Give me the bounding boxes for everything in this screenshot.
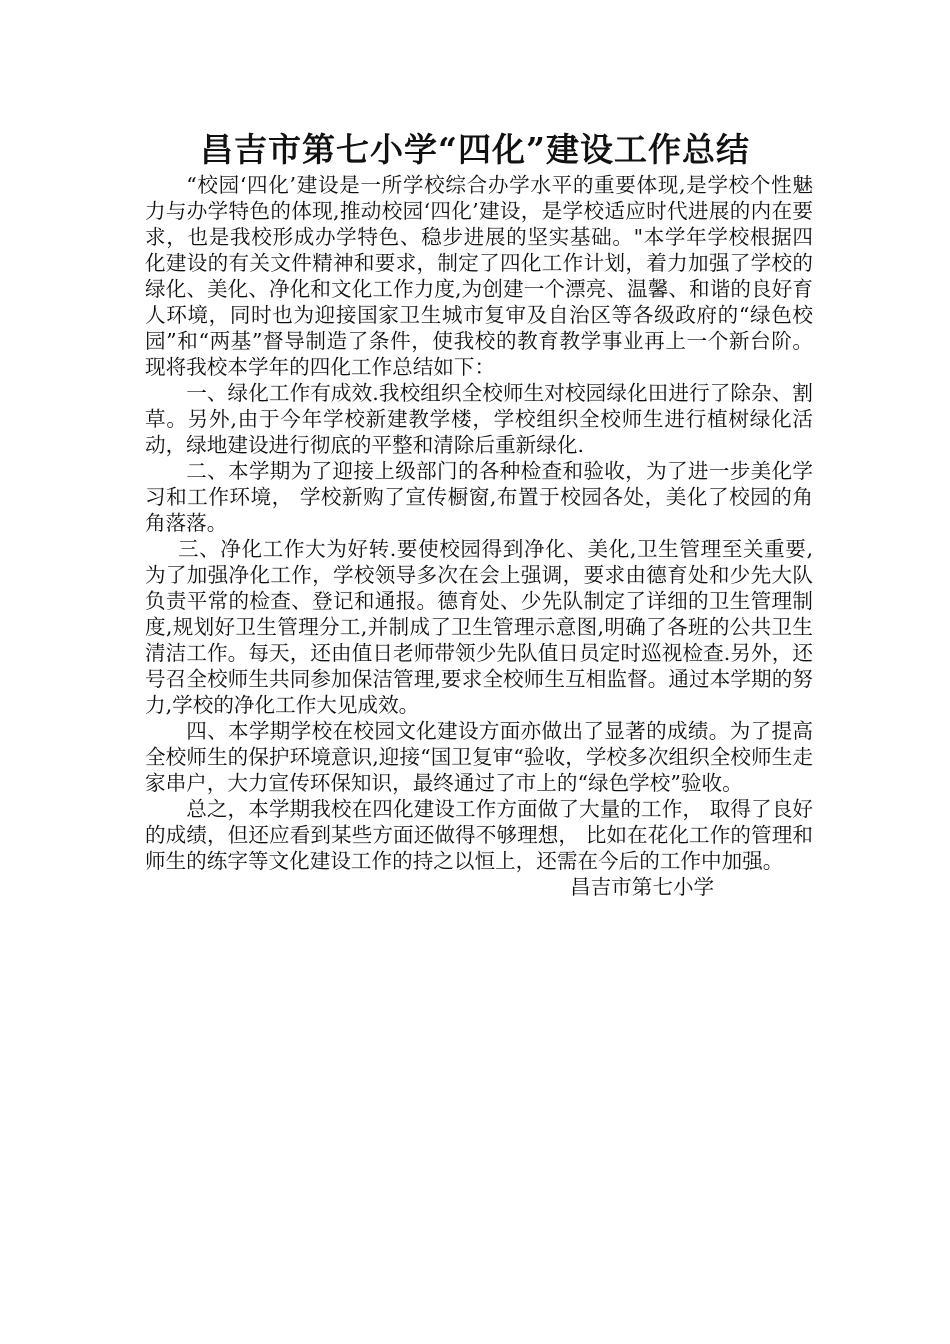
paragraph-beautification: 二、本学期为了迎接上级部门的各种检查和验收，为了进一步美化学习和工作环境， 学校新购了宣传橱窗,布置于校园各处，美化了校园的角角落落。 xyxy=(145,459,813,535)
paragraph-intro: “校园‘四化’建设是一所学校综合办学水平的重要体现,是学校个性魅力与办学特色的体现,推动校园‘四化’建设，是学校适应时代进展的内在要求，也是我校形成办学特色、稳步进展的坚实基础。"本学年学校根据四化建设的有关文件精神和要求，制定了四化工作计划，着力加强了学校的绿化、美化、净化和文化工作力度,为创建一个漂亮、温馨、和谐的良好育人环境，同时也为迎接国家卫生城市复审及自治区等各级政府的“绿色校园”和“两基”督导制造了条件，使我校的教育教学事业再上一个新台阶。现将我校本学年的四化工作总结如下： xyxy=(145,173,813,379)
document-title: 昌吉市第七小学“四化”建设工作总结 xyxy=(200,130,750,169)
document-signature: 昌吉市第七小学 xyxy=(570,875,715,899)
paragraph-culture: 四、本学期学校在校园文化建设方面亦做出了显著的成绩。为了提高全校师生的保护环境意识,迎接“国卫复审“验收，学校多次组织全校师生走家串户，大力宣传环保知识，最终通过了市上的“绿色学校”验收。 xyxy=(145,719,813,795)
paragraph-purification: 三、净化工作大为好转.要使校园得到净化、美化,卫生管理至关重要,为了加强净化工作，学校领导多次在会上强调，要求由德育处和少先大队负责平常的检查、登记和通报。德育处、少先队制定了详细的卫生管理制度,规划好卫生管理分工,并制成了卫生管理示意图,明确了各班的公共卫生清洁工作。每天，还由值日老师带领少先队值日员定时巡视检查.另外，还号召全校师生共同参加保洁管理,要求全校师生互相监督。通过本学期的努力,学校的净化工作大见成效。 xyxy=(145,537,813,717)
document-body xyxy=(145,172,813,900)
paragraph-greening: 一、绿化工作有成效.我校组织全校师生对校园绿化田进行了除杂、割草。另外,由于今年学校新建教学楼，学校组织全校师生进行植树绿化活动，绿地建设进行彻底的平整和清除后重新绿化. xyxy=(145,381,813,457)
paragraph-conclusion: 总之，本学期我校在四化建设工作方面做了大量的工作， 取得了良好的成绩，但还应看到某些方面还做得不够理想， 比如在花化工作的管理和师生的练字等文化建设工作的持之以恒上，还需在今后的工作中加强。 xyxy=(145,797,813,873)
